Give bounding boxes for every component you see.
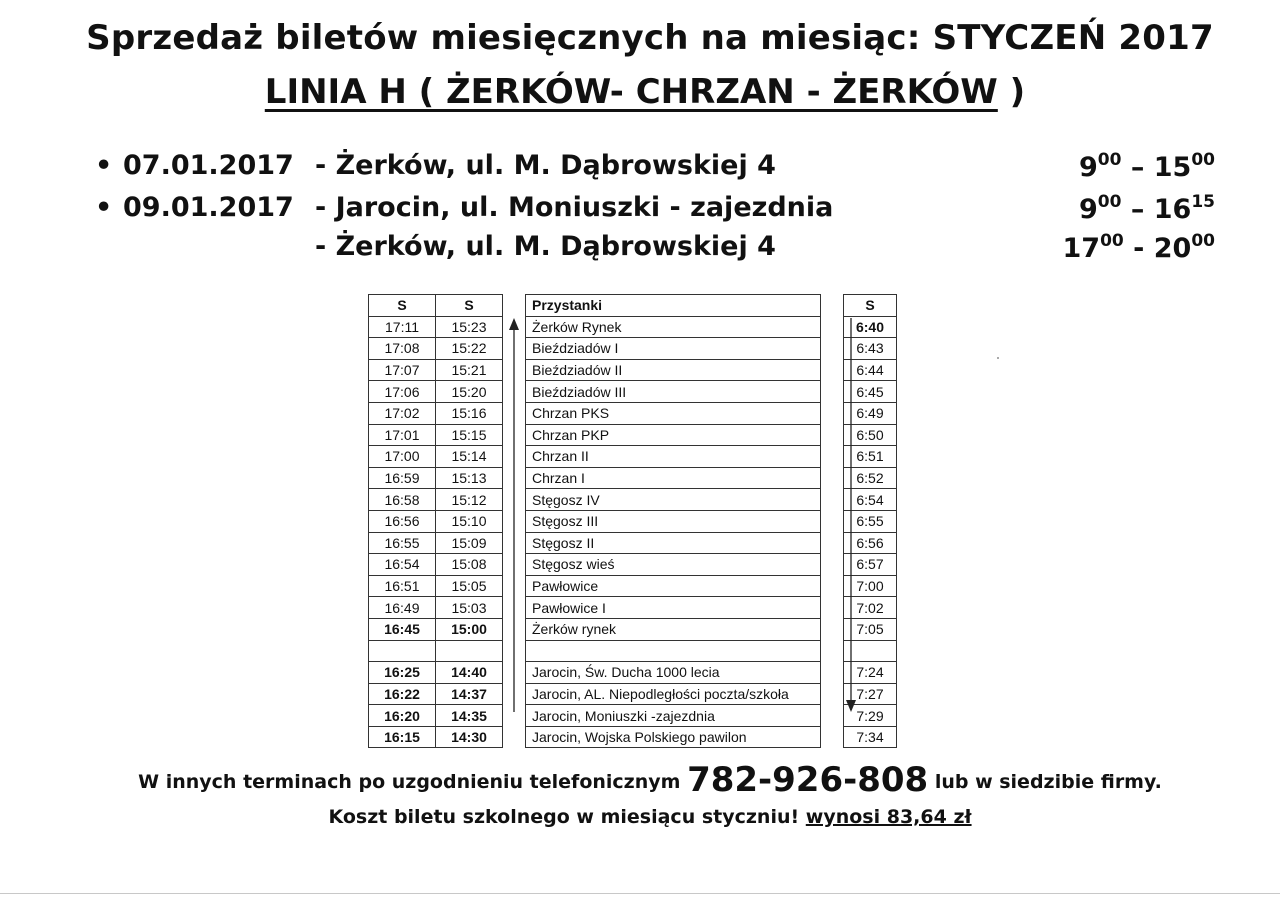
departure-time-2: 15:13: [436, 467, 503, 489]
departure-time-2: 14:35: [436, 705, 503, 727]
arrow-col: [821, 295, 844, 317]
departure-time-2: 15:15: [436, 424, 503, 446]
departure-time-2: 15:22: [436, 338, 503, 360]
stop-name: Bieździadów II: [526, 359, 821, 381]
departure-time-1: 16:51: [369, 575, 436, 597]
phone-number[interactable]: 782-926-808: [687, 760, 929, 800]
table-row: [369, 316, 897, 338]
hours-to-min: 00: [1191, 150, 1215, 170]
stop-name: Żerków rynek: [526, 618, 821, 640]
hours-sep: -: [1123, 233, 1154, 264]
departure-time-1: 17:08: [369, 338, 436, 360]
morning-time: 7:05: [844, 618, 897, 640]
hours-sep: –: [1121, 152, 1154, 183]
cost-text: Koszt biletu szkolnego w miesiącu styczniu!: [328, 806, 806, 828]
stop-name: Żerków Rynek: [526, 316, 821, 338]
stop-name: Jarocin, AL. Niepodległości poczta/szkoła: [526, 683, 821, 705]
departure-time-2: 15:05: [436, 575, 503, 597]
sales-point: [95, 192, 1215, 228]
table-row: [369, 597, 897, 619]
departure-time-2: 15:00: [436, 618, 503, 640]
contact-text-before: W innych terminach po uzgodnieniu telefonicznym: [138, 771, 688, 793]
departure-time-2: 14:40: [436, 662, 503, 684]
departure-time-2: 14:37: [436, 683, 503, 705]
departure-time-1: 17:11: [369, 316, 436, 338]
arrow-col: [503, 295, 526, 317]
departure-time-1: 17:01: [369, 424, 436, 446]
morning-time: 7:27: [844, 683, 897, 705]
hours-to-min: 15: [1191, 192, 1215, 212]
stop-name: Stęgosz wieś: [526, 554, 821, 576]
hours-to: 15: [1153, 152, 1192, 183]
stop-name: Stęgosz IV: [526, 489, 821, 511]
departure-time-2: 15:21: [436, 359, 503, 381]
table-row: [369, 359, 897, 381]
table-row: [369, 683, 897, 705]
timetable-header-row: [369, 295, 897, 317]
hours-from: 9: [1078, 194, 1098, 225]
departure-time-1: 16:58: [369, 489, 436, 511]
table-row: [369, 381, 897, 403]
departure-time-2: 15:20: [436, 381, 503, 403]
timetable: [368, 294, 897, 748]
morning-time: 6:54: [844, 489, 897, 511]
arrow-col: [821, 726, 844, 748]
departure-time-2: 15:16: [436, 402, 503, 424]
departure-time-1: 16:54: [369, 554, 436, 576]
hours-to: 16: [1153, 194, 1192, 225]
stop-name: [526, 640, 821, 662]
table-row: [369, 446, 897, 468]
departure-time-1: 16:49: [369, 597, 436, 619]
hours-from-min: 00: [1100, 231, 1124, 251]
arrow-col: [821, 640, 844, 662]
header-col1: S: [369, 295, 436, 317]
arrow-col: [821, 338, 844, 360]
sales-place: - Żerków, ul. M. Dąbrowskiej 4: [315, 231, 776, 262]
timetable-body: [369, 316, 897, 748]
departure-time-1: 17:02: [369, 402, 436, 424]
arrow-col: [821, 510, 844, 532]
departure-time-2: 15:09: [436, 532, 503, 554]
hours-from-min: 00: [1097, 192, 1122, 212]
stop-name: Bieździadów III: [526, 381, 821, 403]
departure-time-2: 15:23: [436, 316, 503, 338]
arrow-col: [821, 597, 844, 619]
departure-time-1: 16:56: [369, 510, 436, 532]
arrow-col: [821, 316, 844, 338]
stop-name: Chrzan PKP: [526, 424, 821, 446]
hours-to-min: 00: [1191, 231, 1215, 251]
stop-name: Pawłowice: [526, 575, 821, 597]
page-title: Sprzedaż biletów miesięcznych na miesiąc: STYCZEŃ 2017: [86, 18, 1214, 58]
morning-time: 7:29: [844, 705, 897, 727]
morning-time: 6:44: [844, 359, 897, 381]
route-title-underlined: LINIA H ( ŻERKÓW- CHRZAN - ŻERKÓW: [264, 72, 998, 112]
morning-time: 6:45: [844, 381, 897, 403]
stop-name: Stęgosz II: [526, 532, 821, 554]
stop-name: Jarocin, Św. Ducha 1000 lecia: [526, 662, 821, 684]
table-row: [369, 640, 897, 662]
table-row: [369, 510, 897, 532]
arrow-col: [821, 554, 844, 576]
direction-arrows: [0, 0, 1, 1]
cost-line: [0, 806, 1280, 828]
page-edge-line: [0, 893, 1280, 894]
stop-name: Chrzan II: [526, 446, 821, 468]
hours-sep: –: [1121, 194, 1154, 225]
contact-line: [0, 760, 1280, 800]
hours-from-min: 00: [1097, 150, 1122, 170]
morning-time: 6:55: [844, 510, 897, 532]
stop-name: Jarocin, Wojska Polskiego pawilon: [526, 726, 821, 748]
table-row: [369, 489, 897, 511]
table-row: [369, 662, 897, 684]
sales-hours: [1079, 192, 1215, 225]
arrow-col: [821, 532, 844, 554]
route-title: [0, 72, 1280, 112]
arrow-col: [821, 683, 844, 705]
hours-from: 9: [1078, 152, 1098, 183]
arrow-col: [821, 467, 844, 489]
departure-time-2: 15:10: [436, 510, 503, 532]
arrow-col: [821, 359, 844, 381]
departure-time-2: 15:08: [436, 554, 503, 576]
departure-time-2: 15:14: [436, 446, 503, 468]
departure-time-2: [436, 640, 503, 662]
arrow-col: [821, 662, 844, 684]
departure-time-1: 17:07: [369, 359, 436, 381]
bullet-icon: •: [95, 192, 113, 223]
departure-time-1: 17:06: [369, 381, 436, 403]
stop-name: Bieździadów I: [526, 338, 821, 360]
arrow-col: [821, 489, 844, 511]
morning-time: 6:52: [844, 467, 897, 489]
sales-hours: [1079, 150, 1215, 183]
hours-from: 17: [1062, 233, 1101, 264]
sales-point: [95, 150, 1215, 186]
stop-name: Chrzan PKS: [526, 402, 821, 424]
contact-text-after: lub w siedzibie firmy.: [928, 771, 1162, 793]
stop-name: Chrzan I: [526, 467, 821, 489]
header-col4: S: [844, 295, 897, 317]
departure-time-1: 16:55: [369, 532, 436, 554]
departure-time-1: [369, 640, 436, 662]
morning-time: 7:34: [844, 726, 897, 748]
departure-time-1: 17:00: [369, 446, 436, 468]
sales-place: - Żerków, ul. M. Dąbrowskiej 4: [315, 150, 776, 181]
table-row: [369, 705, 897, 727]
hours-to: 20: [1153, 233, 1192, 264]
morning-time: 6:40: [844, 316, 897, 338]
route-title-close: ): [997, 72, 1026, 112]
departure-time-1: 16:15: [369, 726, 436, 748]
arrow-col: [821, 618, 844, 640]
sales-date: 09.01.2017: [123, 192, 294, 223]
departure-time-1: 16:59: [369, 467, 436, 489]
bullet-icon: •: [95, 150, 113, 181]
sales-place: - Jarocin, ul. Moniuszki - zajezdnia: [315, 192, 834, 223]
morning-time: 6:49: [844, 402, 897, 424]
table-row: [369, 402, 897, 424]
scan-speck: [997, 357, 999, 359]
table-row: [369, 532, 897, 554]
table-row: [369, 338, 897, 360]
sales-hours: [1062, 231, 1215, 264]
table-row: [369, 554, 897, 576]
morning-time: 7:00: [844, 575, 897, 597]
departure-time-1: 16:20: [369, 705, 436, 727]
ticket-cost: wynosi 83,64 zł: [805, 806, 972, 828]
table-row: [369, 618, 897, 640]
morning-time: 7:24: [844, 662, 897, 684]
stop-name: Jarocin, Moniuszki -zajezdnia: [526, 705, 821, 727]
table-row: [369, 424, 897, 446]
morning-time: 6:51: [844, 446, 897, 468]
stop-name: Pawłowice I: [526, 597, 821, 619]
morning-time: 6:50: [844, 424, 897, 446]
departure-time-1: 16:45: [369, 618, 436, 640]
header-col2: S: [436, 295, 503, 317]
arrow-col: [503, 726, 526, 748]
departure-time-2: 14:30: [436, 726, 503, 748]
morning-time: 6:43: [844, 338, 897, 360]
departure-time-2: 15:12: [436, 489, 503, 511]
morning-time: 7:02: [844, 597, 897, 619]
arrow-col: [821, 402, 844, 424]
sales-date: 07.01.2017: [123, 150, 294, 181]
table-row: [369, 726, 897, 748]
morning-time: 6:56: [844, 532, 897, 554]
header-stops: Przystanki: [526, 295, 821, 317]
morning-time: 6:57: [844, 554, 897, 576]
arrow-col: [821, 446, 844, 468]
stop-name: Stęgosz III: [526, 510, 821, 532]
departure-time-1: 16:25: [369, 662, 436, 684]
table-row: [369, 467, 897, 489]
arrow-col: [821, 381, 844, 403]
sales-point: [95, 231, 1215, 267]
table-row: [369, 575, 897, 597]
arrow-col: [821, 575, 844, 597]
arrow-col: [821, 424, 844, 446]
departure-time-2: 15:03: [436, 597, 503, 619]
departure-time-1: 16:22: [369, 683, 436, 705]
arrow-col: [821, 705, 844, 727]
